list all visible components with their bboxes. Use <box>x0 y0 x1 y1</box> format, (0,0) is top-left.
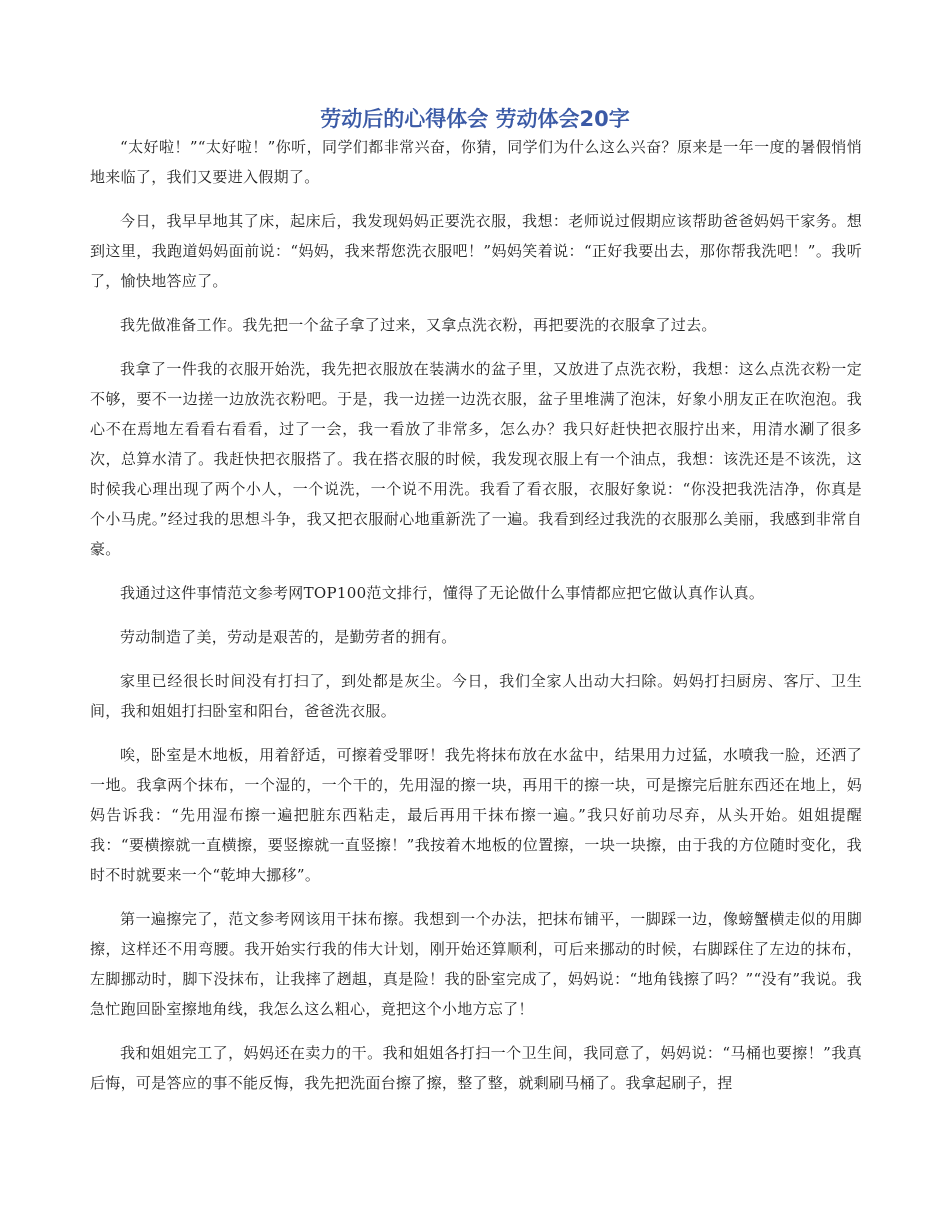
paragraph-4: 我拿了一件我的衣服开始洗，我先把衣服放在装满水的盆子里，又放进了点洗衣粉，我想：这么点洗衣粉一定不够，要不一边搓一边放洗衣粉吧。于是，我一边搓一边洗衣服，盆子里堆满了泡沫，好象小朋友正在吹泡泡。我心不在焉地左看看右看看，过了一会，我一看放了非常多，怎么办？我只好赶快把衣服拧出来，用清水涮了很多次，总算水清了。我赶快把衣服搭了。我在搭衣服的时候，我发现衣服上有一个油点，我想：该洗还是不该洗，这时候我心理出现了两个小人，一个说洗，一个说不用洗。我看了看衣服，衣服好象说：“你没把我洗洁净，你真是个小马虎。”经过我的思想斗争，我又把衣服耐心地重新洗了一遍。我看到经过我洗的衣服那么美丽，我感到非常自豪。 <box>90 360 862 558</box>
paragraph-2: 今日，我早早地其了床，起床后，我发现妈妈正要洗衣服，我想：老师说过假期应该帮助爸爸妈妈干家务。想到这里，我跑道妈妈面前说：“妈妈，我来帮您洗衣服吧！”妈妈笑着说：“正好我要出去，那你帮我洗吧！”。我听了，愉快地答应了。 <box>90 212 862 290</box>
paragraph-3: 我先做准备工作。我先把一个盆子拿了过来，又拿点洗衣粉，再把要洗的衣服拿了过去。 <box>120 316 717 334</box>
paragraph-6: 劳动制造了美，劳动是艰苦的，是勤劳者的拥有。 <box>120 628 457 646</box>
paragraph-8: 唉，卧室是木地板，用着舒适，可擦着受罪呀！我先将抹布放在水盆中，结果用力过猛，水喷我一脸，还洒了一地。我拿两个抹布，一个湿的，一个干的，先用湿的擦一块，再用干的擦一块，可是擦完后脏东西还在地上，妈妈告诉我：“先用湿布擦一遍把脏东西粘走，最后再用干抹布擦一遍。”我只好前功尽弃，从头开始。姐姐提醒我：“要横擦就一直横擦，要竖擦就一直竖擦！”我按着木地板的位置擦，一块一块擦，由于我的方位随时变化，我时不时就要来一个“乾坤大挪移”。 <box>90 746 862 884</box>
paragraph-7: 家里已经很长时间没有打扫了，到处都是灰尘。今日，我们全家人出动大扫除。妈妈打扫厨房、客厅、卫生间，我和姐姐打扫卧室和阳台，爸爸洗衣服。 <box>90 672 862 720</box>
paragraph-10: 我和姐姐完工了，妈妈还在卖力的干。我和姐姐各打扫一个卫生间，我同意了，妈妈说：“马桶也要擦！”我真后悔，可是答应的事不能反悔，我先把洗面台擦了擦，整了整，就剩刷马桶了。我拿起刷子，捏 <box>90 1044 862 1092</box>
document-body <box>90 132 862 1112</box>
paragraph-9: 第一遍擦完了，范文参考网该用干抹布擦。我想到一个办法，把抹布铺平，一脚踩一边，像螃蟹横走似的用脚擦，这样还不用弯腰。我开始实行我的伟大计划，刚开始还算顺利，可后来挪动的时候，右脚踩住了左边的抹布，左脚挪动时，脚下没抹布，让我摔了趔趄，真是险！我的卧室完成了，妈妈说：“地角钱擦了吗？”“没有”我说。我急忙跑回卧室擦地角线，我怎么这么粗心，竟把这个小地方忘了！ <box>90 910 862 1018</box>
page-title: 劳动后的心得体会 劳动体会20字 <box>320 107 630 131</box>
paragraph-1: “太好啦！”“太好啦！”你听，同学们都非常兴奋，你猜，同学们为什么这么兴奋？原来是一年一度的暑假悄悄地来临了，我们又要进入假期了。 <box>90 138 862 186</box>
paragraph-5: 我通过这件事情范文参考网TOP100范文排行，懂得了无论做什么事情都应把它做认真作认真。 <box>120 584 765 602</box>
